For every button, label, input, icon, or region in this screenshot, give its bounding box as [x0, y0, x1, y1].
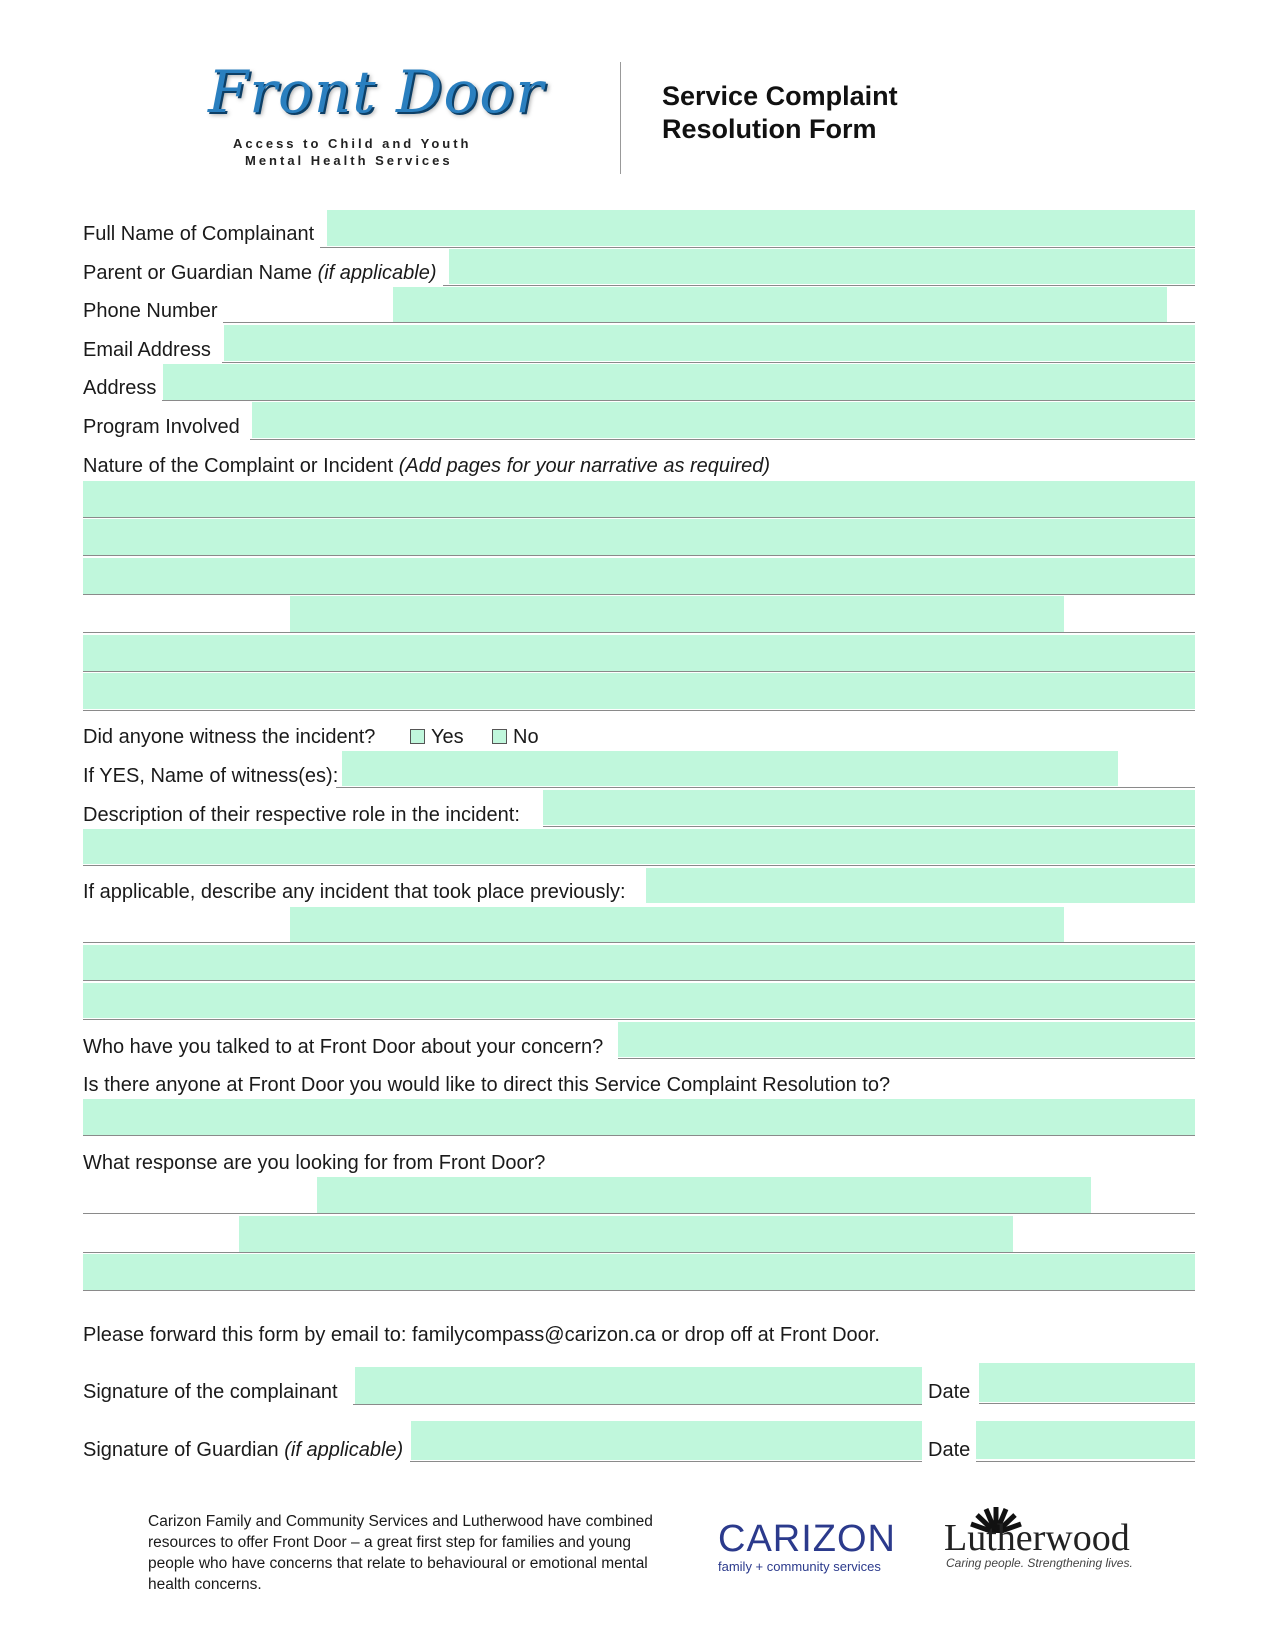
witness-question: Did anyone witness the incident?	[83, 726, 376, 748]
lutherwood-logo-subtitle: Caring people. Strengthening lives.	[946, 1556, 1133, 1570]
nature-label	[83, 454, 770, 478]
sig-complainant-date-label: Date	[928, 1381, 971, 1403]
witness-names-field[interactable]	[342, 751, 1118, 786]
phone-field[interactable]	[393, 287, 1167, 322]
witness-role-rule-2	[83, 865, 1195, 866]
direct-to-field[interactable]	[83, 1099, 1195, 1135]
logo-subtitle-line2: Mental Health Services	[245, 153, 453, 168]
program-field[interactable]	[252, 402, 1195, 438]
nature-field-4[interactable]	[290, 596, 1064, 632]
phone-label: Phone Number	[83, 300, 218, 322]
sig-guardian-label-text: Signature of Guardian	[83, 1439, 279, 1461]
sig-complainant-date-field[interactable]	[979, 1363, 1195, 1402]
talked-to-field[interactable]	[618, 1022, 1195, 1057]
parent-name-note: (if applicable)	[317, 262, 437, 284]
witness-no-label: No	[513, 726, 539, 748]
previous-incident-label: If applicable, describe any incident that took place previously:	[83, 881, 626, 903]
sig-guardian-date-label: Date	[928, 1439, 971, 1461]
front-door-logo: Front Door	[208, 58, 545, 126]
witness-role-field[interactable]	[543, 790, 1195, 825]
carizon-logo-subtitle: family + community services	[718, 1559, 881, 1574]
full-name-label: Full Name of Complainant	[83, 223, 315, 245]
form-title-line2: Resolution Form	[662, 114, 877, 144]
nature-rule-2	[83, 555, 1195, 556]
footer-text: Carizon Family and Community Services and Lutherwood have combined resources to offer Front Door – a great first step for families and young people who have concerns that relate to behavioural or emotional mental health concerns.	[148, 1513, 653, 1593]
response-rule-2	[83, 1252, 1195, 1253]
full-name-field[interactable]	[327, 210, 1195, 246]
form-title-line1: Service Complaint	[662, 81, 898, 111]
parent-name-field[interactable]	[449, 249, 1195, 284]
parent-name-rule	[443, 285, 1195, 286]
sig-guardian-note: (if applicable)	[284, 1439, 404, 1461]
witness-no-checkbox[interactable]	[492, 729, 507, 744]
parent-name-label	[83, 261, 437, 285]
sig-guardian-label	[83, 1438, 403, 1462]
lutherwood-logo-text: Lutherwood	[944, 1517, 1130, 1559]
witness-names-rule	[336, 787, 1195, 788]
talked-to-rule	[618, 1058, 1195, 1059]
previous-incident-rule-2	[83, 942, 1195, 943]
witness-yes-label: Yes	[431, 726, 464, 748]
sig-complainant-rule	[353, 1404, 922, 1405]
parent-name-label-text: Parent or Guardian Name	[83, 262, 313, 284]
previous-incident-rule-4	[83, 1019, 1195, 1020]
direct-to-label: Is there anyone at Front Door you would like to direct this Service Complaint Resolution to?	[83, 1074, 891, 1096]
previous-incident-field-3[interactable]	[83, 945, 1195, 980]
nature-field-6[interactable]	[83, 673, 1195, 709]
email-label: Email Address	[83, 339, 211, 361]
nature-note: (Add pages for your narrative as required)	[398, 455, 771, 477]
form-title	[662, 80, 898, 146]
full-name-rule	[320, 247, 1195, 248]
witness-names-label: If YES, Name of witness(es):	[83, 765, 339, 787]
response-rule-3	[83, 1290, 1195, 1291]
nature-field-1[interactable]	[83, 481, 1195, 517]
sig-complainant-label: Signature of the complainant	[83, 1381, 338, 1403]
email-field[interactable]	[224, 325, 1195, 361]
nature-rule-1	[83, 517, 1195, 518]
previous-incident-field-4[interactable]	[83, 983, 1195, 1018]
previous-incident-field[interactable]	[646, 868, 1195, 903]
nature-label-text: Nature of the Complaint or Incident	[83, 455, 394, 477]
witness-role-rule	[543, 826, 1195, 827]
response-label: What response are you looking for from Front Door?	[83, 1152, 546, 1174]
phone-rule	[223, 322, 1195, 323]
program-label: Program Involved	[83, 416, 240, 438]
sig-complainant-date-rule	[979, 1403, 1195, 1404]
sig-guardian-rule	[410, 1461, 922, 1462]
sig-guardian-field[interactable]	[411, 1421, 922, 1460]
address-label: Address	[83, 377, 157, 399]
nature-rule-3	[83, 594, 1195, 595]
nature-rule-5	[83, 671, 1195, 672]
response-field-1[interactable]	[317, 1177, 1091, 1213]
nature-rule-4	[83, 632, 1195, 633]
nature-rule-6	[83, 710, 1195, 711]
sig-complainant-field[interactable]	[355, 1367, 922, 1404]
sig-guardian-date-rule	[976, 1461, 1195, 1462]
witness-role-label: Description of their respective role in the incident:	[83, 804, 520, 826]
response-field-2[interactable]	[239, 1216, 1013, 1252]
witness-yes-checkbox[interactable]	[410, 729, 425, 744]
direct-to-rule	[83, 1135, 1195, 1136]
witness-role-field-2[interactable]	[83, 829, 1195, 864]
email-rule	[222, 362, 1195, 363]
talked-to-label: Who have you talked to at Front Door about your concern?	[83, 1036, 604, 1058]
previous-incident-rule-3	[83, 980, 1195, 981]
sig-guardian-date-field[interactable]	[976, 1421, 1195, 1459]
program-rule	[250, 439, 1195, 440]
nature-field-5[interactable]	[83, 635, 1195, 671]
nature-field-2[interactable]	[83, 519, 1195, 555]
response-field-3[interactable]	[83, 1254, 1195, 1290]
forward-instructions: Please forward this form by email to: familycompass@carizon.ca or drop off at Front Door.	[83, 1324, 880, 1346]
logo-subtitle-line1: Access to Child and Youth	[233, 136, 472, 151]
response-rule-1	[83, 1213, 1195, 1214]
header-divider	[620, 62, 621, 174]
previous-incident-field-2[interactable]	[290, 907, 1064, 942]
address-field[interactable]	[163, 364, 1195, 400]
carizon-logo-text: CARIZON	[718, 1518, 896, 1560]
address-rule	[162, 400, 1195, 401]
nature-field-3[interactable]	[83, 558, 1195, 594]
